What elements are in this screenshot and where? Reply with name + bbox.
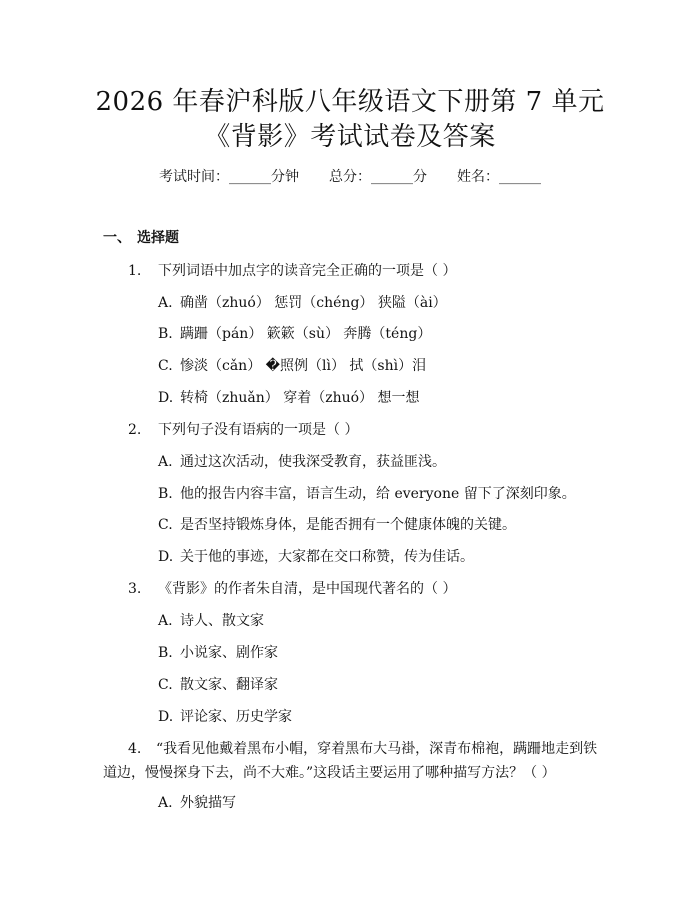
question-text: 下列词语中加点字的读音完全正确的一项是（ ） [158,263,457,279]
option-2c [158,516,516,534]
option-3b [158,644,278,662]
section-heading [103,229,179,247]
page-title-line1: 2026 年春沪科版八年级语文下册第 7 单元 [95,87,605,117]
option-3a [158,612,264,630]
option-text: 蹒跚（pán） 簌簌（sù） 奔腾（téng） [180,326,432,342]
option-text: 通过这次活动，使我深受教育，获益匪浅。 [180,454,446,470]
option-letter: D. [158,390,174,406]
name-label: 姓名：______ [457,169,541,185]
option-text: 散文家、翻译家 [180,677,278,693]
option-text: 是否坚持锻炼身体，是能否拥有一个健康体魄的关键。 [180,517,516,533]
option-text: 确凿（zhuó） 惩罚（chéng） 狭隘（ài） [180,295,447,311]
option-text: 评论家、历史学家 [180,709,292,725]
option-letter: C. [158,677,173,693]
option-text: 诗人、散文家 [180,613,264,629]
option-3d [158,708,292,726]
option-text: 他的报告内容丰富，语言生动，给 everyone 留下了深刻印象。 [180,486,576,502]
option-letter: A. [158,795,173,811]
option-letter: D. [158,549,174,565]
option-4a [158,794,236,812]
option-2b [158,485,576,503]
question-text-line1: “我看见他戴着黑布小帽，穿着黑布大马褂，深青布棉袍，蹒跚地走到铁 [156,741,598,757]
option-2d [158,548,474,566]
question-2 [128,421,358,439]
option-text: 外貌描写 [180,795,236,811]
question-4 [103,737,598,785]
question-text: 下列句子没有语病的一项是（ ） [158,422,359,438]
question-1 [128,262,456,280]
option-3c [158,676,278,694]
option-1a [158,294,447,312]
option-text: 小说家、剧作家 [180,645,278,661]
exam-meta [0,168,700,186]
option-letter: B. [158,645,173,661]
question-number: 2. [128,422,142,438]
option-letter: A. [158,295,173,311]
option-letter: A. [158,454,173,470]
exam-time-label: 考试时间：______分钟 [159,169,299,185]
question-number: 3. [128,581,142,597]
option-1c [158,357,426,375]
question-3 [128,580,456,598]
page-title-line2: 《背影》考试试卷及答案 [204,122,496,152]
option-1b [158,325,431,343]
option-letter: B. [158,486,173,502]
option-letter: D. [158,709,174,725]
section-number: 一、 [103,230,131,246]
option-text: 关于他的事迹，大家都在交口称赞，传为佳话。 [180,549,474,565]
option-2a [158,453,446,471]
option-letter: C. [158,358,173,374]
option-letter: A. [158,613,173,629]
question-text-line2: 道边，慢慢探身下去，尚不大难。”这段话主要运用了哪种描写方法？（ ） [103,765,556,781]
option-1d [158,389,420,407]
section-title: 选择题 [137,230,179,246]
option-text: 惨淡（cǎn） �照例（lì） 拭（shì）泪 [180,358,427,374]
question-number: 1. [128,263,142,279]
option-letter: B. [158,326,173,342]
question-text: 《背影》的作者朱自清，是中国现代著名的（ ） [158,581,457,597]
option-letter: C. [158,517,173,533]
option-text: 转椅（zhuǎn） 穿着（zhuó） 想一想 [180,390,420,406]
total-score-label: 总分：______分 [329,169,427,185]
question-number: 4. [128,741,142,757]
